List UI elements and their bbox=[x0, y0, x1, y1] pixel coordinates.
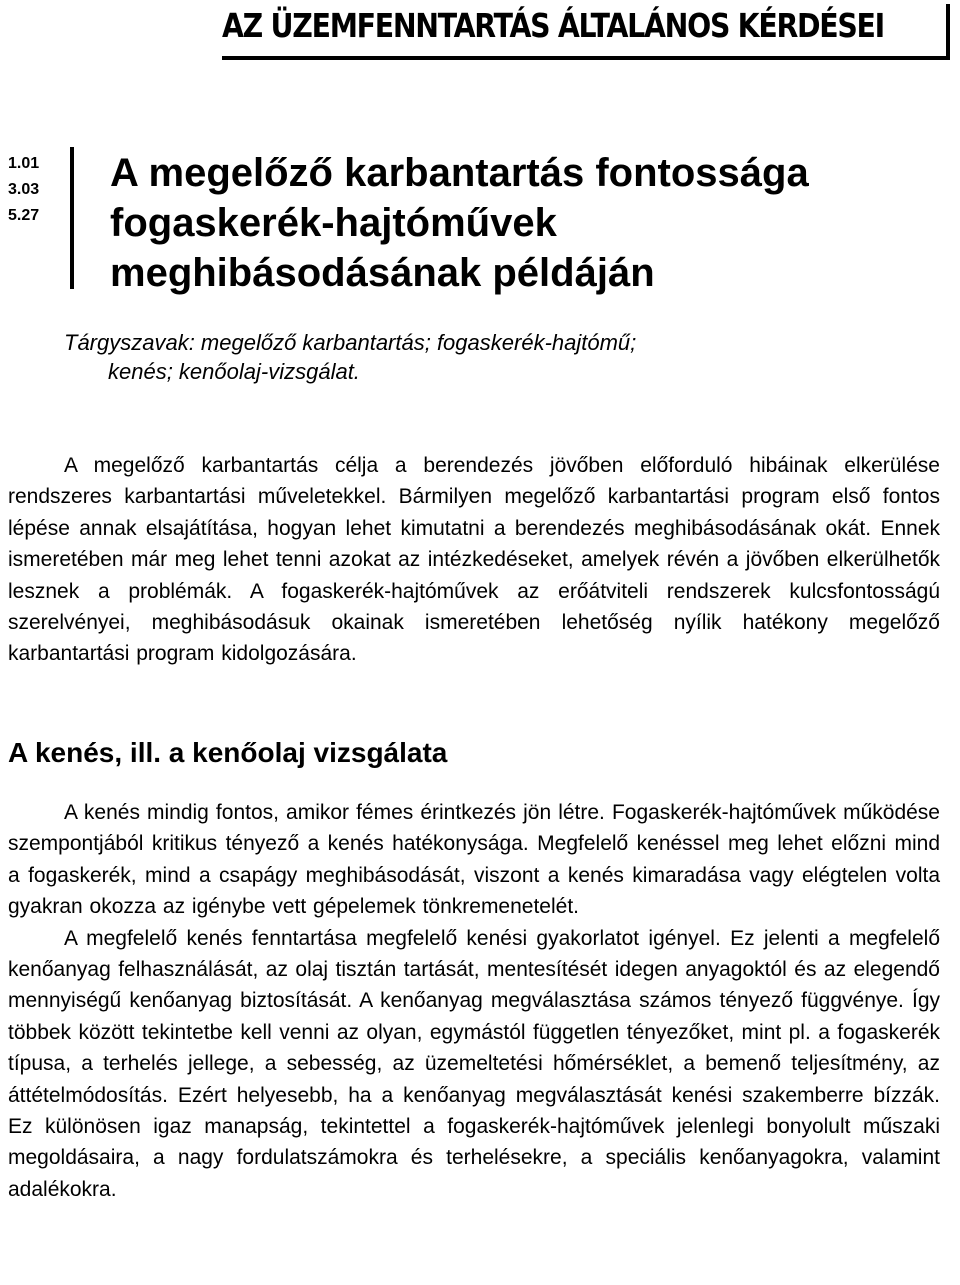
title-line: meghibásodásának példáján bbox=[110, 251, 655, 295]
keywords-line: kenés; kenőolaj-vizsgálat. bbox=[108, 359, 360, 384]
intro-section bbox=[8, 450, 940, 670]
code-item: 3.03 bbox=[8, 181, 40, 198]
body-section bbox=[8, 797, 940, 1205]
code-item: 5.27 bbox=[8, 207, 40, 224]
body-paragraph: A kenés mindig fontos, amikor fémes érintkezés jön létre. Fogaskerék-hajtóművek működése szempontjából kritikus tényező a kenés hatékonysága. Megfelelő kenéssel meg lehet előzni mind a fogaskerék, mind a csapágy meghibásodását, viszont a kenés kimaradása vagy elégtelen volta gyakran okozza az igénybe vett gépelemek tönkremenetelét. bbox=[8, 801, 940, 919]
page-title bbox=[110, 148, 930, 298]
keywords-line: Tárgyszavak: megelőző karbantartás; fogaskerék-hajtómű; bbox=[64, 330, 637, 355]
section-title: AZ ÜZEMFENNTARTÁS ÁLTALÁNOS KÉRDÉSEI bbox=[222, 6, 884, 45]
title-divider bbox=[70, 147, 74, 289]
code-item: 1.01 bbox=[8, 155, 40, 172]
classification-codes bbox=[8, 151, 60, 229]
keywords bbox=[64, 328, 944, 386]
body-paragraph: A megfelelő kenés fenntartása megfelelő kenési gyakorlatot igényel. Ez jelenti a megfelelő kenőanyag felhasználását, az olaj tisztán tartását, mentesítését idegen anyagoktól és az elegendő mennyiségű kenőanyag biztosítását. A kenőanyag megválasztása számos tényező függvénye. Így többek között tekintetbe kell venni az olyan, egymástól független tényezőket, mint pl. a fogaskerék típusa, a terhelés jellege, a sebesség, az üzemeltetési hőmérséklet, a bemenő teljesítmény, az áttételmódosítás. Ezért helyesebb, ha a kenőanyag megválasztását kenési szakemberre bízzák. Ez különösen igaz manapság, tekintettel a fogaskerék-hajtóművek jelenlegi bonyolult műszaki megoldásaira, a nagy fordulatszámokra és terhelésekre, a speciális kenőanyagokra, valamint adalékokra. bbox=[8, 926, 940, 1201]
title-line: fogaskerék-hajtóművek bbox=[110, 201, 557, 245]
intro-paragraph: A megelőző karbantartás célja a berendezés jövőben előforduló hibáinak elkerülése rendszeres karbantartási műveletekkel. Bármilyen megelőző karbantartási program első fontos lépése annak elsajátítása, hogyan lehet kimutatni a berendezés meghibásodásának okát. Ennek ismeretében már meg lehet tenni azokat az intézkedéseket, amelyek révén a jövőben elkerülhetők lesznek a problémák. A fogaskerék-hajtóművek az erőátviteli rendszerek kulcsfontosságú szerelvényei, meghibásodásuk okainak ismeretében lehetőség nyílik hatékony megelőző karbantartási program kidolgozására. bbox=[8, 454, 940, 666]
subheading: A kenés, ill. a kenőolaj vizsgálata bbox=[8, 737, 448, 768]
title-line: A megelőző karbantartás fontossága bbox=[110, 151, 809, 195]
